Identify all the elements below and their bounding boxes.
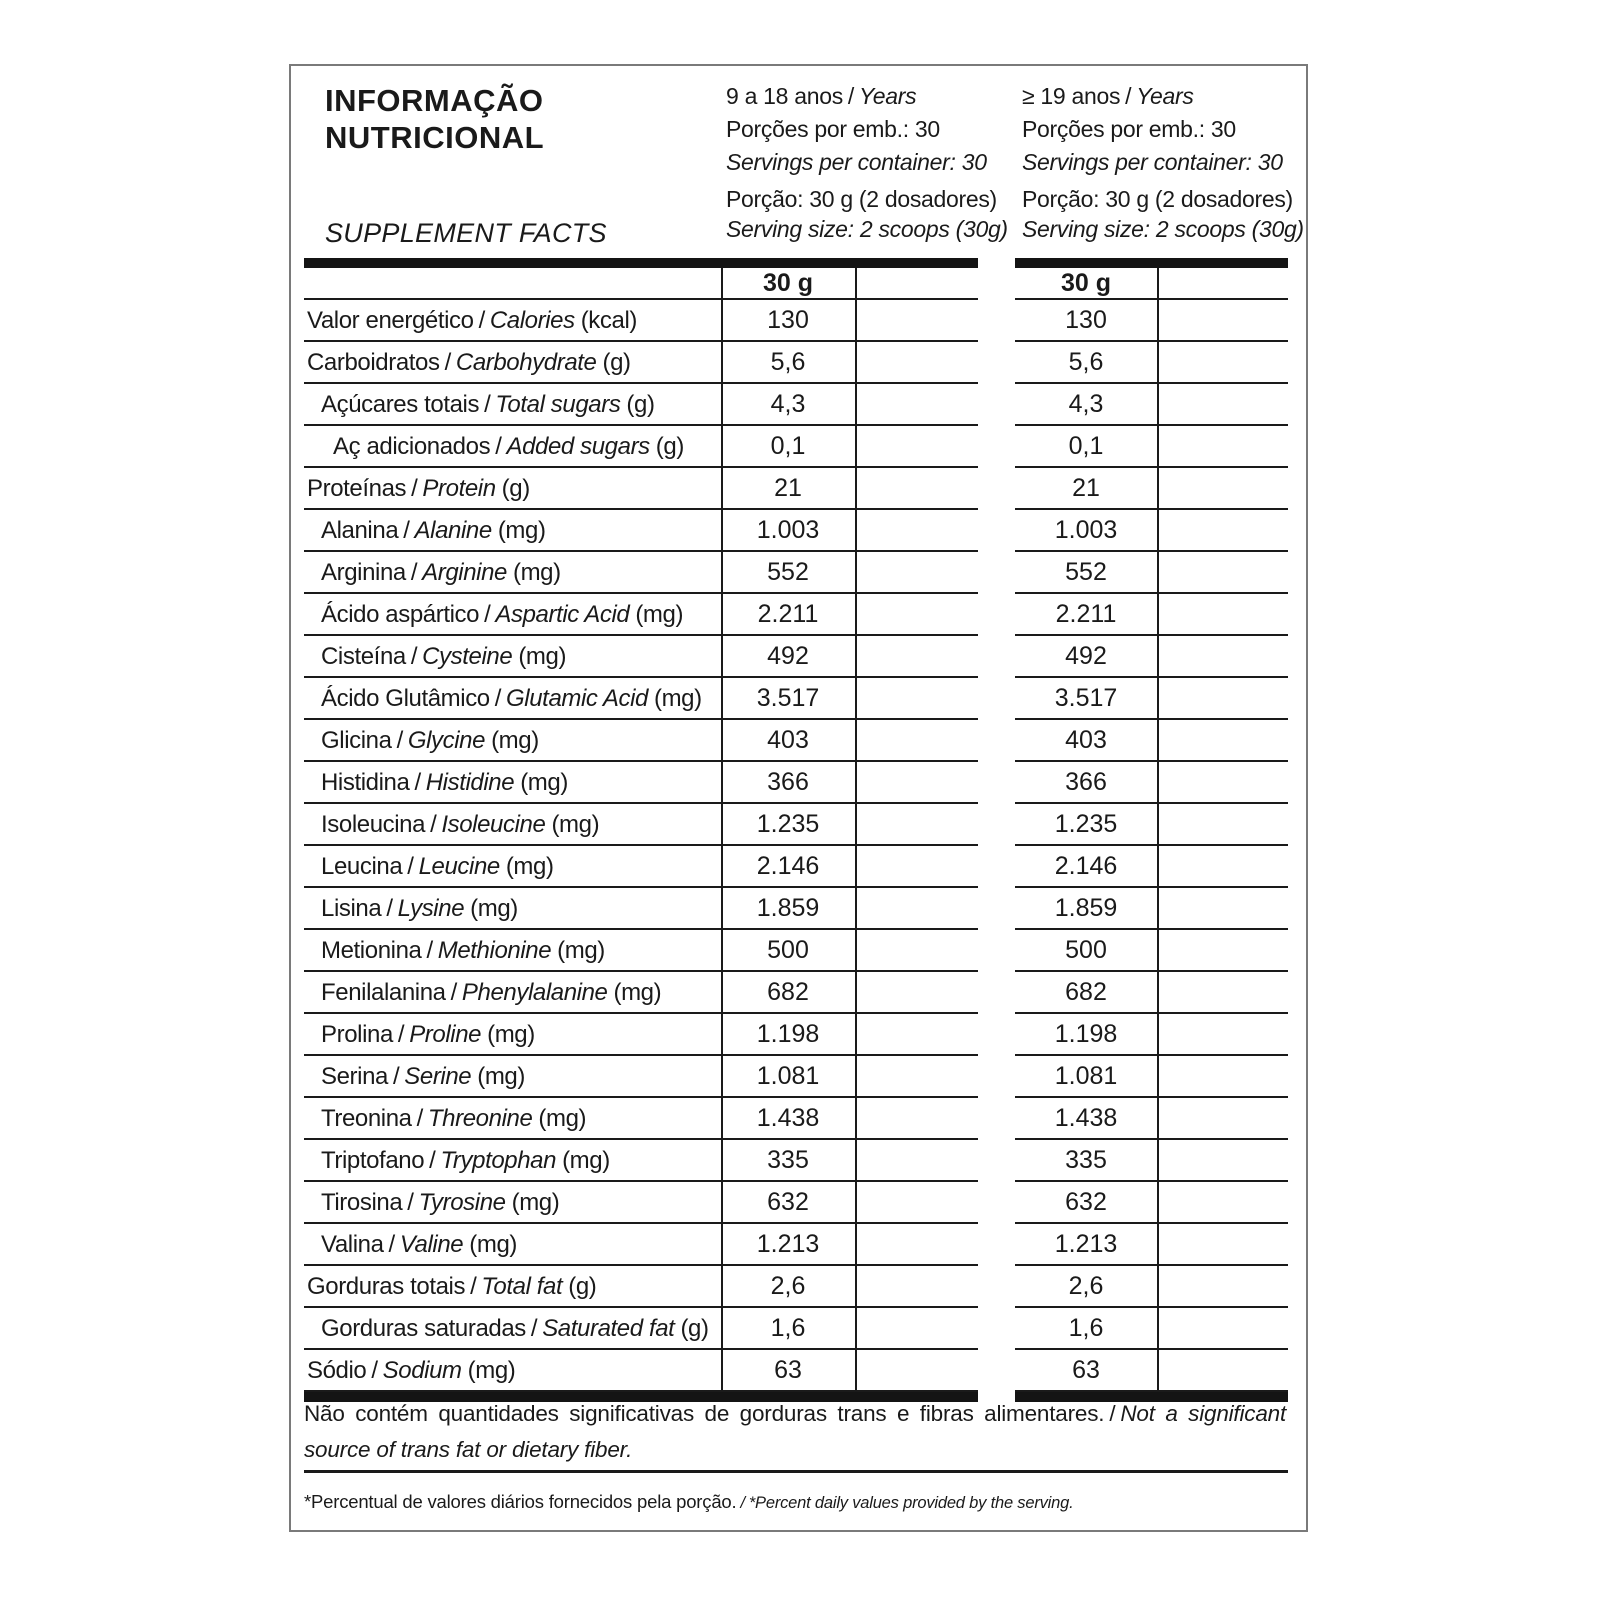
row-label: [304, 384, 655, 426]
age-range-en: Years: [859, 83, 917, 109]
servings-en: Servings per container: 30: [1022, 149, 1283, 175]
table-row: [304, 972, 978, 1014]
row-unit: (mg): [491, 727, 539, 754]
panel-title-line-2: NUTRICIONAL: [325, 120, 545, 155]
column-divider: [1157, 268, 1159, 1392]
label-separator: /: [392, 1063, 400, 1090]
row-label-pt: Serina: [321, 1063, 388, 1090]
row-label-pt: Alanina: [321, 517, 399, 544]
daily-values-footnote: [304, 1490, 1073, 1515]
amount-header: 30 g: [1060, 269, 1112, 297]
row-value: 1,6: [1068, 1314, 1104, 1342]
row-label-pt: Ácido aspártico: [321, 601, 480, 628]
row-label-en: Isoleucine: [441, 811, 546, 838]
age-range: [1022, 80, 1314, 113]
row-value: 21: [774, 474, 802, 502]
label-separator: /: [407, 1189, 414, 1216]
row-value: 3.517: [756, 684, 820, 712]
row-unit: (mg): [467, 1357, 516, 1384]
table-row: [304, 426, 978, 468]
row-value: 403: [1065, 726, 1107, 754]
age-group-column-19-plus: [1022, 80, 1314, 244]
row-unit: (mg): [511, 1189, 560, 1216]
facts-table-right-group: [1015, 258, 1288, 1402]
row-label-en: Calories: [489, 307, 575, 334]
row-value: 4,3: [770, 390, 806, 418]
row-label-en: Aspartic Acid: [495, 601, 630, 628]
row-value: 682: [1065, 978, 1107, 1006]
table-row: [1015, 300, 1288, 342]
label-separator: /: [386, 895, 393, 922]
row-label: [304, 930, 605, 972]
table-top-bar: [1015, 258, 1288, 268]
row-unit: (g): [626, 391, 655, 418]
table-row: [1015, 1140, 1288, 1182]
row-value: 2,6: [1068, 1272, 1104, 1300]
row-label-en: Alanine: [414, 517, 492, 544]
row-value: 0,1: [770, 432, 806, 460]
panel-title: [325, 82, 544, 156]
row-label-en: Lysine: [397, 895, 465, 922]
table-row: [304, 804, 978, 846]
row-label-en: Glutamic Acid: [506, 685, 648, 712]
row-unit: (mg): [613, 979, 662, 1006]
row-label: [304, 846, 554, 888]
table-row: [304, 1350, 978, 1392]
amount-header-row: [1015, 268, 1288, 300]
row-label-en: Tryptophan: [440, 1147, 557, 1174]
panel-title-line-1: INFORMAÇÃO: [325, 83, 544, 118]
table-row: [1015, 1266, 1288, 1308]
row-label: [304, 510, 546, 552]
row-label: [304, 426, 684, 468]
table-row: [1015, 1098, 1288, 1140]
table-row: [304, 1308, 978, 1350]
table-row: [1015, 468, 1288, 510]
label-separator: /: [414, 769, 421, 796]
table-row: [1015, 804, 1288, 846]
row-label: [304, 720, 539, 762]
row-label-en: Serine: [404, 1063, 472, 1090]
table-row: [1015, 1350, 1288, 1392]
row-value: 1.235: [1054, 810, 1118, 838]
servings-pt: Porções por emb.: 30: [726, 116, 940, 142]
row-label-pt: Sódio: [307, 1357, 367, 1384]
row-value: 552: [767, 558, 809, 586]
row-value: 2.146: [756, 852, 820, 880]
trans-fat-note-line-1: [304, 1396, 1286, 1432]
footnote-en: *Percent daily values provided by the serving.: [748, 1494, 1074, 1512]
row-label-pt: Cisteína: [321, 643, 406, 670]
left-rows: [304, 300, 978, 1392]
label-separator: /: [416, 1105, 423, 1132]
table-row: [1015, 678, 1288, 720]
label-separator: /: [530, 1315, 538, 1342]
row-label-pt: Glicina: [321, 727, 392, 754]
amount-header-row: [304, 268, 978, 300]
row-unit: (g): [680, 1315, 709, 1342]
row-label-en: Valine: [399, 1231, 464, 1258]
table-row: [304, 888, 978, 930]
row-value: 2.146: [1054, 852, 1118, 880]
separator: /: [847, 83, 855, 109]
row-value: 1.438: [756, 1104, 820, 1132]
row-unit: (mg): [635, 601, 684, 628]
age-range-pt: ≥ 19 anos: [1022, 83, 1121, 109]
label-separator: /: [484, 391, 491, 418]
row-label-pt: Treonina: [321, 1105, 412, 1132]
row-label-pt: Histidina: [321, 769, 410, 796]
row-label-en: Methionine: [437, 937, 552, 964]
row-label: [304, 762, 568, 804]
row-label-pt: Gorduras saturadas: [321, 1315, 526, 1342]
row-value: 5,6: [1068, 348, 1104, 376]
row-unit: (mg): [538, 1105, 587, 1132]
table-row: [1015, 1056, 1288, 1098]
row-value: 1.081: [1054, 1062, 1118, 1090]
label-separator: /: [403, 517, 410, 544]
row-label-en: Glycine: [407, 727, 486, 754]
right-rows: [1015, 300, 1288, 1392]
label-separator: /: [397, 1021, 405, 1048]
row-value: 500: [1065, 936, 1107, 964]
row-unit: (mg): [518, 643, 567, 670]
row-label: [304, 1014, 535, 1056]
label-separator: /: [371, 1357, 378, 1384]
label-separator: /: [430, 811, 437, 838]
row-label-pt: Isoleucina: [321, 811, 426, 838]
row-value: 366: [767, 768, 809, 796]
label-separator: /: [444, 349, 451, 376]
servings-pt: Porções por emb.: 30: [1022, 116, 1236, 142]
row-label: [304, 888, 518, 930]
table-row: [1015, 846, 1288, 888]
amount-header: 30 g: [762, 269, 814, 297]
row-label: [304, 678, 702, 720]
row-label-pt: Arginina: [321, 559, 406, 586]
row-value: 366: [1065, 768, 1107, 796]
row-value: 3.517: [1054, 684, 1118, 712]
table-row: [304, 1098, 978, 1140]
row-value: 130: [767, 306, 809, 334]
label-separator: /: [450, 979, 457, 1006]
row-label-pt: Lisina: [321, 895, 382, 922]
note-pt: Não contém quantidades significativas de gorduras trans e fibras alimentares.: [304, 1401, 1105, 1426]
row-label-pt: Açúcares totais: [321, 391, 480, 418]
row-label-pt: Triptofano: [321, 1147, 425, 1174]
row-value: 130: [1065, 306, 1107, 334]
table-row: [304, 1182, 978, 1224]
row-value: 0,1: [1068, 432, 1104, 460]
serving-size-en: Serving size: 2 scoops (30g): [726, 216, 1008, 242]
row-value: 1.213: [1054, 1230, 1118, 1258]
separator: /: [1125, 83, 1132, 109]
row-value: 1.081: [756, 1062, 820, 1090]
row-unit: (mg): [520, 769, 568, 796]
table-row: [1015, 762, 1288, 804]
table-row: [304, 930, 978, 972]
serving-size-pt: Porção: 30 g (2 dosadores): [1022, 186, 1293, 212]
row-unit: (mg): [487, 1021, 535, 1048]
label-separator: /: [495, 433, 502, 460]
column-divider: [721, 268, 723, 1392]
table-row: [304, 510, 978, 552]
row-label-pt: Tirosina: [321, 1189, 403, 1216]
trans-fat-note: [304, 1396, 1286, 1468]
row-value: 1.198: [1054, 1020, 1118, 1048]
row-unit: (mg): [562, 1147, 610, 1174]
label-separator: /: [494, 685, 502, 712]
row-label: [304, 1350, 515, 1392]
servings-en: Servings per container: 30: [726, 149, 987, 175]
label-separator: /: [484, 601, 491, 628]
age-range-pt: 9 a 18 anos: [726, 83, 843, 109]
row-label: [304, 468, 530, 510]
row-unit: (mg): [497, 517, 546, 544]
row-unit: (mg): [513, 559, 561, 586]
row-value: 632: [767, 1188, 809, 1216]
table-row: [1015, 1014, 1288, 1056]
separator: /: [1109, 1401, 1116, 1426]
row-value: 1.213: [756, 1230, 820, 1258]
row-label-pt: Gorduras totais: [307, 1273, 466, 1300]
label-separator: /: [426, 937, 433, 964]
footnote-pt: *Percentual de valores diários fornecidos pela porção.: [304, 1491, 737, 1512]
row-unit: (kcal): [580, 307, 637, 334]
table-row: [304, 342, 978, 384]
row-unit: (g): [602, 349, 631, 376]
table-row: [1015, 1182, 1288, 1224]
row-value: 2.211: [757, 600, 819, 628]
label-separator: /: [410, 643, 418, 670]
row-label-pt: Proteínas: [307, 475, 407, 502]
table-row: [1015, 426, 1288, 468]
age-range: [726, 80, 1018, 113]
row-value: 1.003: [756, 516, 820, 544]
row-unit: (mg): [551, 811, 600, 838]
row-value: 1.235: [756, 810, 820, 838]
nutrition-panel: [289, 64, 1308, 1532]
label-separator: /: [396, 727, 403, 754]
row-value: 492: [1065, 642, 1107, 670]
label-separator: /: [411, 475, 418, 502]
row-value: 403: [767, 726, 809, 754]
separator: /: [740, 1494, 745, 1512]
panel-subtitle: SUPPLEMENT FACTS: [325, 218, 607, 248]
table-row: [1015, 930, 1288, 972]
column-divider: [855, 268, 857, 1392]
row-label: [304, 972, 661, 1014]
row-label: [304, 594, 683, 636]
table-row: [304, 636, 978, 678]
row-label-pt: Carboidratos: [307, 349, 440, 376]
row-label-pt: Ácido Glutâmico: [321, 685, 490, 712]
table-row: [1015, 888, 1288, 930]
row-value: 2.211: [1055, 600, 1117, 628]
row-label-en: Added sugars: [506, 433, 650, 460]
row-value: 1.859: [1054, 894, 1118, 922]
row-value: 63: [774, 1356, 802, 1384]
row-label: [304, 636, 566, 678]
row-label-pt: Fenilalanina: [321, 979, 446, 1006]
row-value: 1.198: [756, 1020, 820, 1048]
label-separator: /: [478, 307, 485, 334]
table-row: [304, 552, 978, 594]
table-row: [304, 1140, 978, 1182]
row-label-en: Tyrosine: [418, 1189, 506, 1216]
row-unit: (mg): [469, 1231, 517, 1258]
row-value: 335: [767, 1146, 809, 1174]
label-separator: /: [388, 1231, 395, 1258]
row-value: 63: [1072, 1356, 1100, 1384]
row-label-en: Threonine: [427, 1105, 533, 1132]
row-value: 500: [767, 936, 809, 964]
row-label-en: Sodium: [382, 1357, 462, 1384]
label-separator: /: [470, 1273, 477, 1300]
label-separator: /: [429, 1147, 436, 1174]
row-value: 2,6: [770, 1272, 806, 1300]
table-row: [1015, 636, 1288, 678]
row-unit: (mg): [477, 1063, 525, 1090]
row-label-pt: Metionina: [321, 937, 422, 964]
row-label-en: Protein: [422, 475, 496, 502]
row-unit: (mg): [557, 937, 605, 964]
row-unit: (g): [501, 475, 530, 502]
row-label-pt: Valor energético: [307, 307, 474, 334]
serving-size-en: Serving size: 2 scoops (30g): [1022, 216, 1304, 242]
row-unit: (mg): [505, 853, 554, 880]
row-label-en: Proline: [409, 1021, 482, 1048]
table-row: [304, 384, 978, 426]
table-row: [304, 300, 978, 342]
facts-table-left-group: [304, 258, 978, 1402]
row-label-en: Phenylalanine: [461, 979, 608, 1006]
row-value: 335: [1065, 1146, 1107, 1174]
row-label: [304, 804, 599, 846]
note-en-part-1: Not a significant: [1120, 1401, 1287, 1426]
table-row: [304, 762, 978, 804]
row-label-en: Cysteine: [422, 643, 513, 670]
row-label: [304, 342, 631, 384]
row-value: 632: [1065, 1188, 1107, 1216]
row-label-en: Histidine: [425, 769, 515, 796]
serving-size-pt: Porção: 30 g (2 dosadores): [726, 186, 997, 212]
table-row: [1015, 720, 1288, 762]
label-separator: /: [407, 853, 414, 880]
row-label-pt: Prolina: [321, 1021, 393, 1048]
row-label-en: Total fat: [481, 1273, 563, 1300]
table-row: [1015, 594, 1288, 636]
row-label-pt: Leucina: [321, 853, 403, 880]
row-value: 552: [1065, 558, 1107, 586]
row-label: [304, 1266, 596, 1308]
row-label: [304, 552, 561, 594]
table-row: [304, 468, 978, 510]
row-label-en: Total sugars: [495, 391, 621, 418]
row-label: [304, 1140, 610, 1182]
row-label: [304, 1182, 559, 1224]
row-value: 1,6: [770, 1314, 806, 1342]
row-unit: (mg): [653, 685, 702, 712]
table-row: [1015, 972, 1288, 1014]
table-row: [1015, 342, 1288, 384]
table-row: [304, 846, 978, 888]
table-row: [304, 594, 978, 636]
row-value: 21: [1072, 474, 1100, 502]
table-top-bar: [304, 258, 978, 268]
table-row: [1015, 1224, 1288, 1266]
row-value: 5,6: [770, 348, 806, 376]
table-row: [1015, 552, 1288, 594]
age-group-column-9-18: [726, 80, 1018, 244]
row-label-en: Carbohydrate: [455, 349, 597, 376]
table-row: [1015, 510, 1288, 552]
table-row: [304, 720, 978, 762]
table-row: [304, 1014, 978, 1056]
row-value: 4,3: [1068, 390, 1104, 418]
row-label-en: Saturated fat: [542, 1315, 675, 1342]
row-label-pt: Aç adicionados: [333, 433, 491, 460]
trans-fat-note-line-2: source of trans fat or dietary fiber.: [304, 1437, 633, 1462]
row-label-en: Leucine: [418, 853, 500, 880]
label-separator: /: [410, 559, 418, 586]
table-row: [1015, 1308, 1288, 1350]
table-row: [304, 678, 978, 720]
row-label: [304, 300, 637, 342]
table-row: [1015, 384, 1288, 426]
row-value: 682: [767, 978, 809, 1006]
row-value: 1.859: [756, 894, 820, 922]
row-value: 1.003: [1054, 516, 1118, 544]
row-unit: (g): [655, 433, 684, 460]
row-value: 492: [767, 642, 809, 670]
footnote-divider: [304, 1470, 1288, 1473]
row-unit: (g): [568, 1273, 597, 1300]
table-row: [304, 1224, 978, 1266]
row-unit: (mg): [470, 895, 518, 922]
row-label: [304, 1224, 517, 1266]
age-range-en: Years: [1136, 83, 1194, 109]
row-label: [304, 1056, 525, 1098]
table-row: [304, 1266, 978, 1308]
row-label-en: Arginine: [422, 559, 507, 586]
table-row: [304, 1056, 978, 1098]
row-label-pt: Valina: [321, 1231, 384, 1258]
row-value: 1.438: [1054, 1104, 1118, 1132]
row-label: [304, 1098, 586, 1140]
row-label: [304, 1308, 709, 1350]
